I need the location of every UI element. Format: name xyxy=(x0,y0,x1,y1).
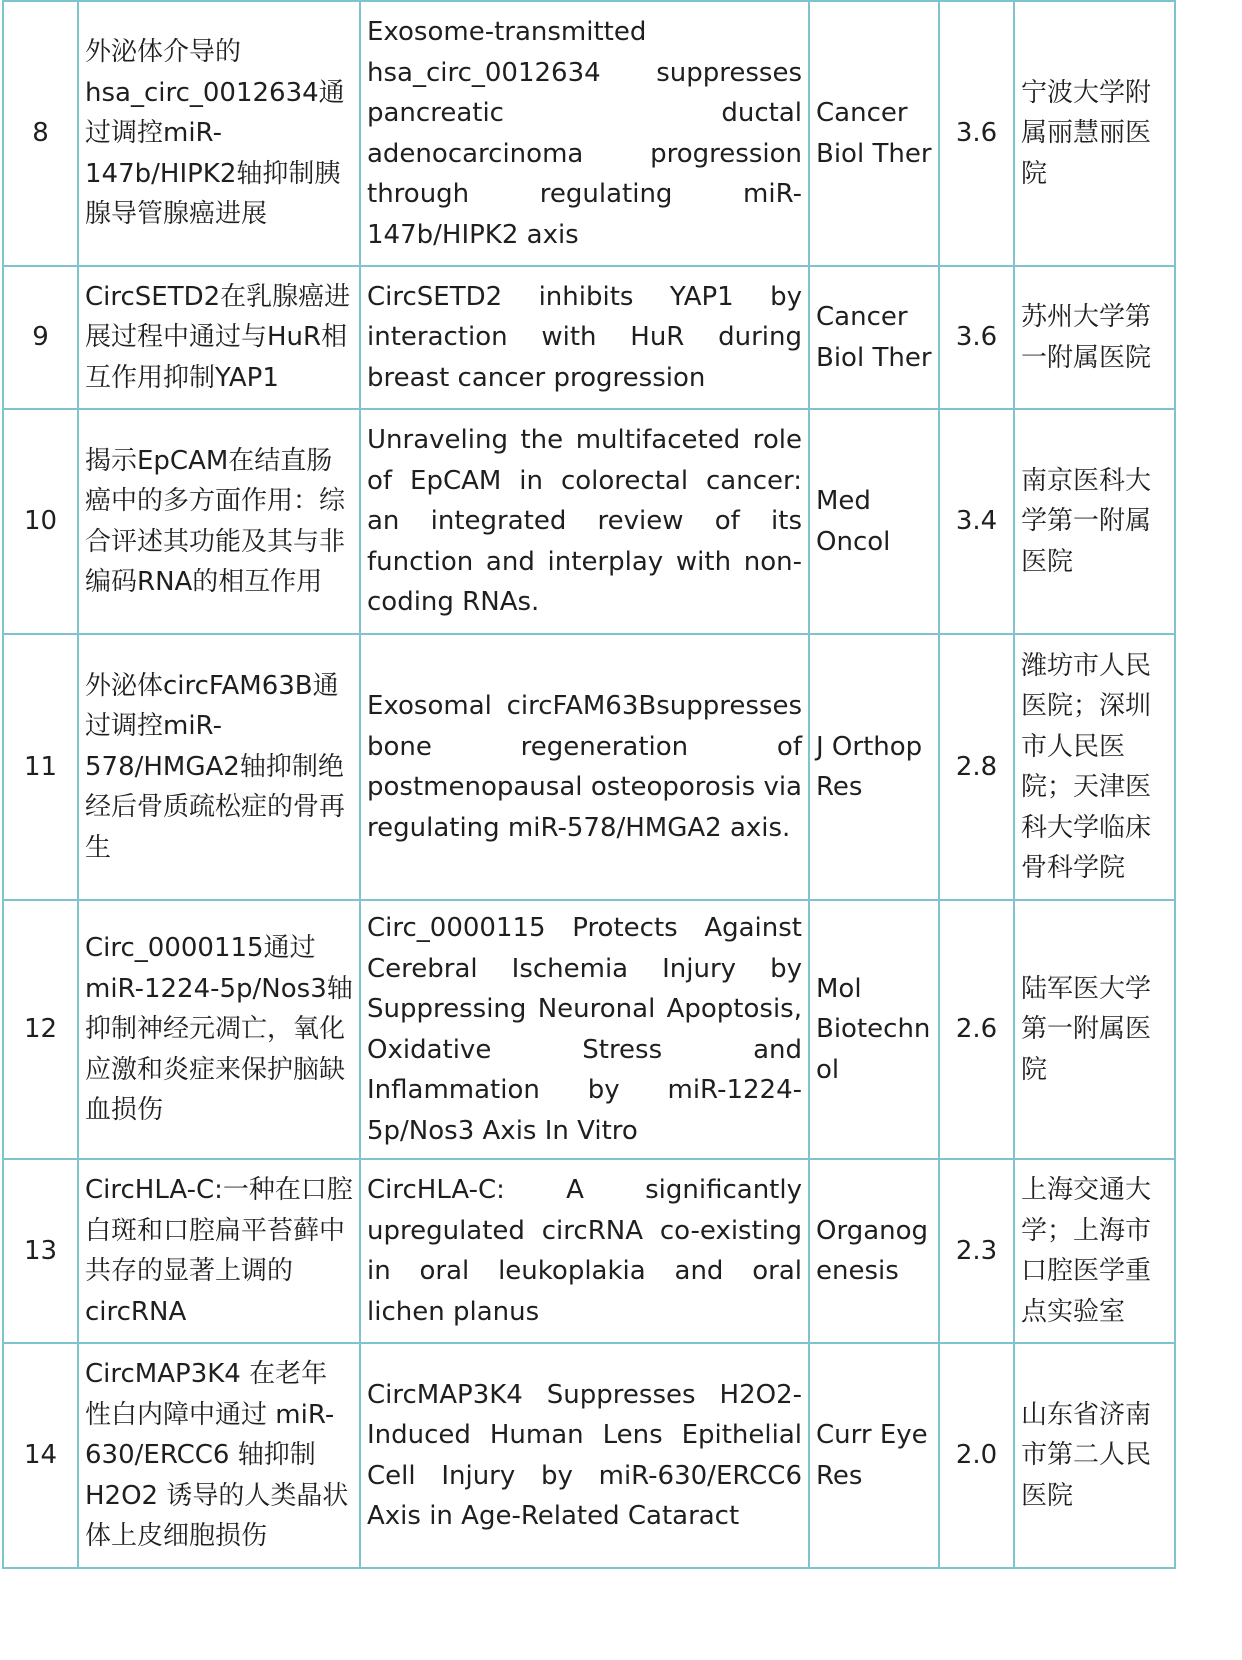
journal-name: Cancer Biol Ther xyxy=(809,266,939,409)
chinese-title: CircMAP3K4 在老年性白内障中通过 miR-630/ERCC6 轴抑制 H2O2 诱导的人类晶状体上皮细胞损伤 xyxy=(78,1343,360,1568)
journal-name: Cancer Biol Ther xyxy=(809,1,939,266)
journal-name: Curr Eye Res xyxy=(809,1343,939,1568)
impact-factor: 2.8 xyxy=(939,634,1014,900)
chinese-title: Circ_0000115通过miR-1224-5p/Nos3轴抑制神经元凋亡，氧化应激和炎症来保护脑缺血损伤 xyxy=(78,900,360,1159)
journal-name: J Orthop Res xyxy=(809,634,939,900)
institution: 潍坊市人民医院；深圳市人民医院；天津医科大学临床骨科学院 xyxy=(1014,634,1175,900)
paper-table xyxy=(2,0,1176,1569)
row-number: 10 xyxy=(3,409,78,634)
impact-factor: 2.0 xyxy=(939,1343,1014,1568)
journal-name: Organogenesis xyxy=(809,1159,939,1343)
table-row xyxy=(3,900,1175,1159)
row-number: 9 xyxy=(3,266,78,409)
row-number: 14 xyxy=(3,1343,78,1568)
english-title: CircMAP3K4 Suppresses H2O2-Induced Human Lens Epithelial Cell Injury by miR-630/ERCC6 Axis in Age-Related Cataract xyxy=(360,1343,809,1568)
institution: 陆军医大学第一附属医院 xyxy=(1014,900,1175,1159)
table-row xyxy=(3,634,1175,900)
impact-factor: 3.6 xyxy=(939,266,1014,409)
row-number: 11 xyxy=(3,634,78,900)
chinese-title: 外泌体circFAM63B通过调控miR-578/HMGA2轴抑制绝经后骨质疏松症的骨再生 xyxy=(78,634,360,900)
chinese-title: CircSETD2在乳腺癌进展过程中通过与HuR相互作用抑制YAP1 xyxy=(78,266,360,409)
institution: 宁波大学附属丽慧丽医院 xyxy=(1014,1,1175,266)
impact-factor: 2.6 xyxy=(939,900,1014,1159)
chinese-title: 揭示EpCAM在结直肠癌中的多方面作用：综合评述其功能及其与非编码RNA的相互作用 xyxy=(78,409,360,634)
paper-table-container xyxy=(2,0,1176,1569)
impact-factor: 3.6 xyxy=(939,1,1014,266)
table-row xyxy=(3,1159,1175,1343)
english-title: Exosomal circFAM63Bsuppresses bone regeneration of postmenopausal osteoporosis via regulating miR-578/HMGA2 axis. xyxy=(360,634,809,900)
table-row xyxy=(3,1,1175,266)
english-title: Circ_0000115 Protects Against Cerebral Ischemia Injury by Suppressing Neuronal Apoptosis, Oxidative Stress and Inflammation by miR-1224-5p/Nos3 Axis In Vitro xyxy=(360,900,809,1159)
english-title: Exosome-transmitted hsa_circ_0012634 suppresses pancreatic ductal adenocarcinoma progression through regulating miR-147b/HIPK2 axis xyxy=(360,1,809,266)
table-row xyxy=(3,1343,1175,1568)
table-row xyxy=(3,409,1175,634)
row-number: 8 xyxy=(3,1,78,266)
institution: 山东省济南市第二人民医院 xyxy=(1014,1343,1175,1568)
institution: 南京医科大学第一附属医院 xyxy=(1014,409,1175,634)
institution: 苏州大学第一附属医院 xyxy=(1014,266,1175,409)
chinese-title: 外泌体介导的hsa_circ_0012634通过调控miR-147b/HIPK2轴抑制胰腺导管腺癌进展 xyxy=(78,1,360,266)
institution: 上海交通大学；上海市口腔医学重点实验室 xyxy=(1014,1159,1175,1343)
row-number: 12 xyxy=(3,900,78,1159)
english-title: CircHLA-C: A significantly upregulated circRNA co-existing in oral leukoplakia and oral lichen planus xyxy=(360,1159,809,1343)
english-title: Unraveling the multifaceted role of EpCAM in colorectal cancer: an integrated review of its function and interplay with non-coding RNAs. xyxy=(360,409,809,634)
row-number: 13 xyxy=(3,1159,78,1343)
journal-name: Mol Biotechnol xyxy=(809,900,939,1159)
table-row xyxy=(3,266,1175,409)
english-title: CircSETD2 inhibits YAP1 by interaction with HuR during breast cancer progression xyxy=(360,266,809,409)
chinese-title: CircHLA-C:一种在口腔白斑和口腔扁平苔藓中共存的显著上调的circRNA xyxy=(78,1159,360,1343)
journal-name: Med Oncol xyxy=(809,409,939,634)
impact-factor: 2.3 xyxy=(939,1159,1014,1343)
impact-factor: 3.4 xyxy=(939,409,1014,634)
